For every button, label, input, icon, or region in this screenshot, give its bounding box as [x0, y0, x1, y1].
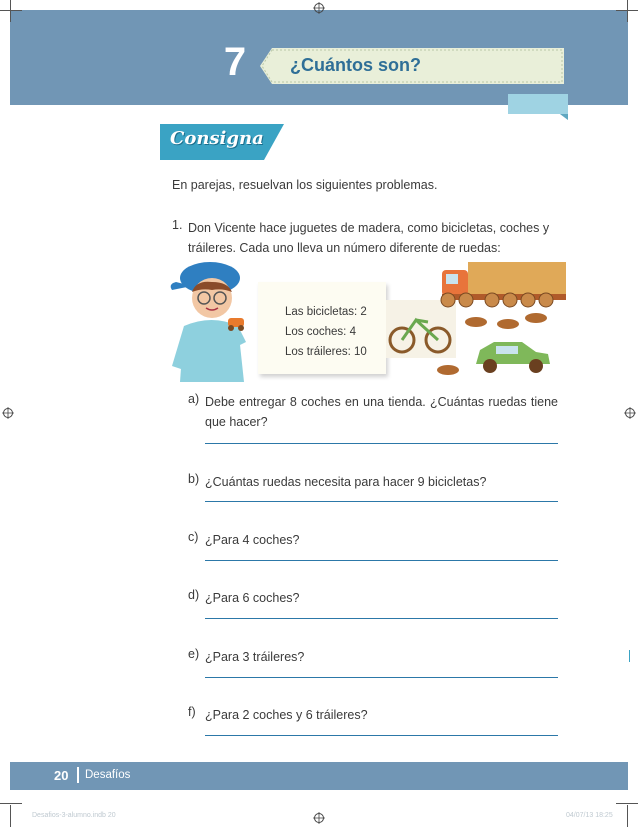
question-a-text: Debe entregar 8 coches en una tienda. ¿Cuántas ruedas tiene que hacer?	[205, 395, 558, 429]
question-e-letter: e)	[188, 647, 200, 661]
crop-mark-bottom-right	[616, 803, 638, 804]
info-cars: Los coches: 4	[285, 326, 356, 338]
registration-mark-icon	[313, 2, 325, 14]
question-b-letter: b)	[188, 472, 200, 486]
question-d-text: ¿Para 6 coches?	[205, 591, 300, 605]
info-bicycles: Las bicicletas: 2	[285, 306, 367, 318]
crop-mark-top-left-v	[10, 0, 11, 22]
footer-label: Desafíos	[85, 769, 131, 781]
question-c-text: ¿Para 4 coches?	[205, 533, 300, 547]
registration-mark-icon	[2, 407, 14, 419]
trailer-truck-icon	[441, 262, 566, 307]
question-e-text: ¿Para 3 tráileres?	[205, 650, 305, 664]
page-number: 20	[54, 768, 69, 783]
footer-divider	[77, 767, 79, 783]
registration-mark-icon	[624, 407, 636, 419]
question-a-letter: a)	[188, 392, 200, 406]
crop-mark-top-left	[0, 10, 22, 11]
question-b-text: ¿Cuántas ruedas necesita para hacer 9 bicicletas?	[205, 475, 487, 489]
info-trailers: Los tráileres: 10	[285, 346, 367, 358]
question-f-text: ¿Para 2 coches y 6 tráileres?	[205, 708, 368, 722]
instructions: En parejas, resuelvan los siguientes problemas.	[172, 178, 438, 192]
problem-text: Don Vicente hace juguetes de madera, como bicicletas, coches y tráileres. Cada uno lleva un número diferente de ruedas:	[188, 221, 550, 255]
answer-line-f[interactable]	[205, 735, 558, 736]
lesson-number: 7	[223, 40, 247, 84]
consigna-label: Consigna	[170, 128, 264, 149]
question-f-letter: f)	[188, 705, 196, 719]
boy-illustration	[162, 256, 262, 382]
question-d-letter: d)	[188, 588, 200, 602]
crop-mark-bottom-left-v	[10, 805, 11, 827]
question-c-letter: c)	[188, 530, 199, 544]
crop-mark-bottom-left	[0, 803, 22, 804]
answer-line-a[interactable]	[205, 443, 558, 444]
crop-mark-bottom-right-v	[627, 805, 628, 827]
answer-line-d[interactable]	[205, 618, 558, 619]
registration-mark-icon	[313, 812, 325, 824]
toy-car-icon	[476, 342, 550, 373]
crop-mark-top-right-v	[627, 0, 628, 22]
margin-tick	[629, 650, 630, 662]
problem-number: 1.	[172, 218, 183, 232]
print-info-left: Desafios-3-alumno.indb 20	[32, 812, 116, 819]
answer-line-c[interactable]	[205, 560, 558, 561]
ribbon-decoration	[508, 94, 568, 120]
answer-line-e[interactable]	[205, 677, 558, 678]
toys-illustration	[384, 256, 570, 382]
print-info-right: 04/07/13 18:25	[566, 812, 613, 819]
page-title: ¿Cuántos son?	[290, 55, 421, 75]
answer-line-b[interactable]	[205, 501, 558, 502]
